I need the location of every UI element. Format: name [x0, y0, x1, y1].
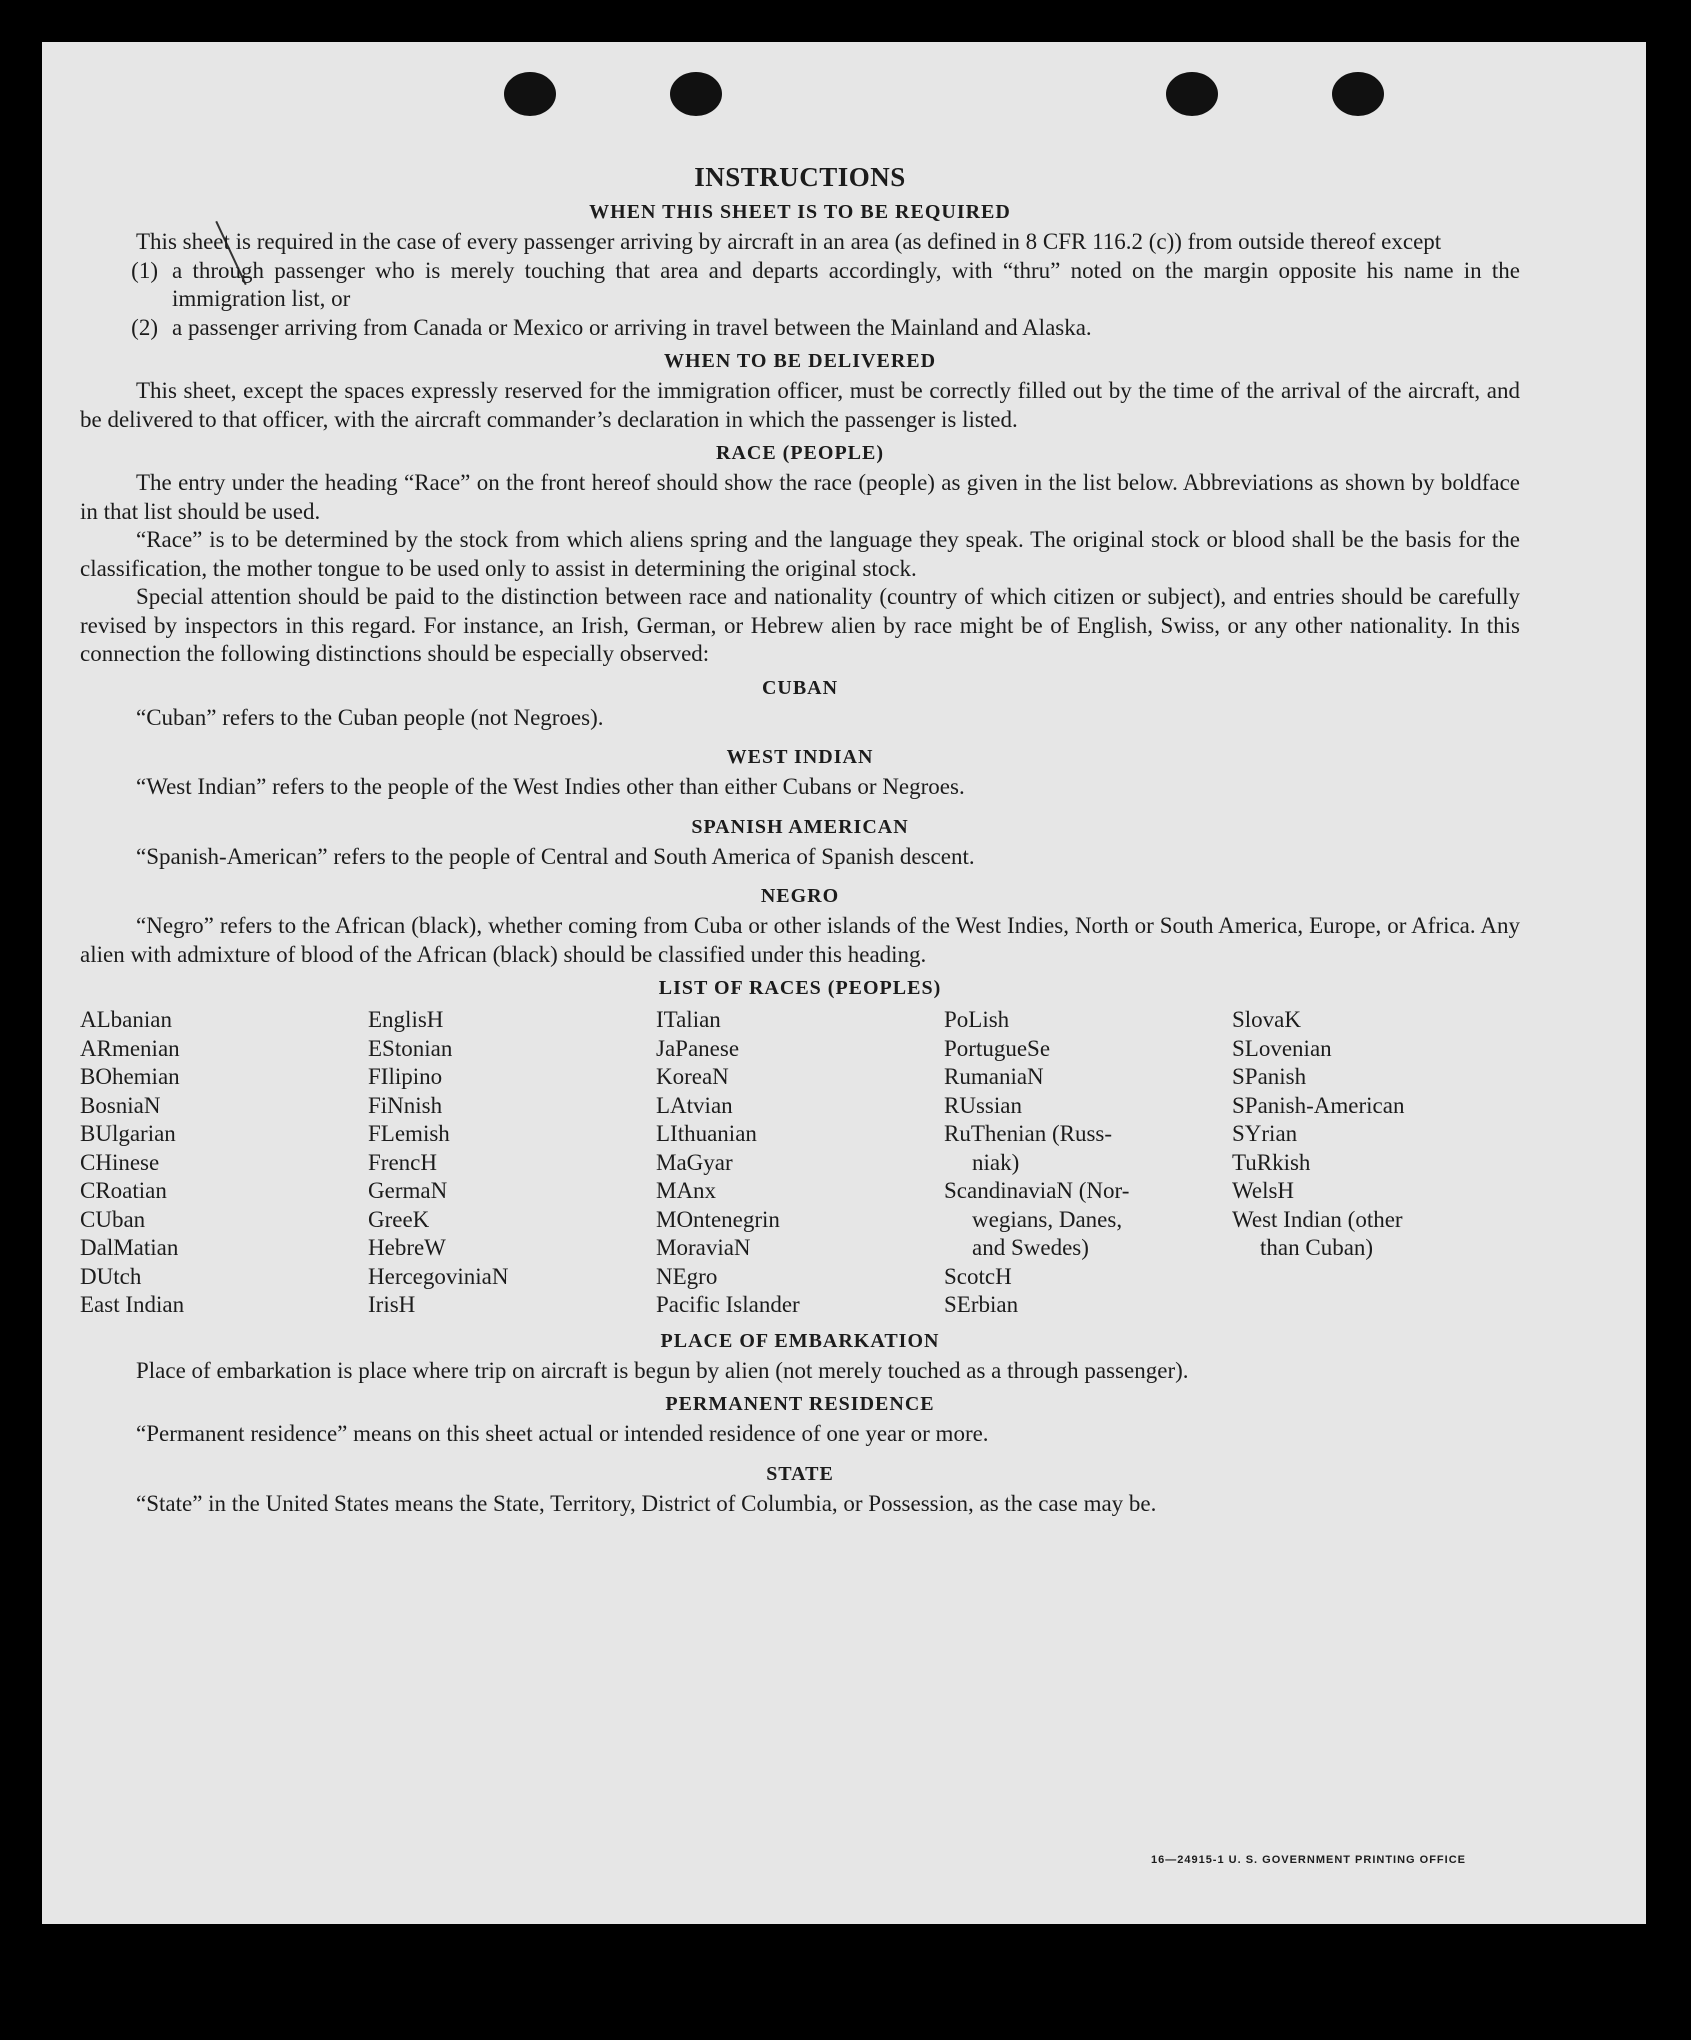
race-item: LAtvian — [656, 1092, 733, 1118]
paragraph: Place of embarkation is place where trip on aircraft is begun by alien (not merely touched as a through passenger). — [136, 1357, 1189, 1383]
race-item: SYrian — [1232, 1121, 1298, 1146]
race-item: PoLish — [944, 1007, 1010, 1032]
race-item: EStonian — [368, 1035, 453, 1061]
race-item: MoraviaN — [656, 1235, 751, 1260]
paragraph: “Negro” refers to the African (black), whether coming from Cuba or other islands of the West Indies, North or South America, Europe, or Africa. Any alien with admixture of blood of the African (black) should be classified under this heading. — [80, 913, 1520, 967]
race-item: ARmenian — [80, 1035, 180, 1061]
punch-hole — [1332, 72, 1384, 116]
race-column — [656, 1006, 944, 1320]
item-text: a through passenger who is merely touching that area and departs accordingly, with “thru” noted on the margin opposite his name in the immigration list, or — [172, 257, 1520, 311]
section-heading: PERMANENT RESIDENCE — [665, 1393, 935, 1415]
document-sheet — [42, 42, 1646, 1924]
paragraph: Special attention should be paid to the distinction between race and nationality (country of which citizen or subject), and entries should be carefully revised by inspectors in this regard. For instance, an Irish, German, or Hebrew alien by race might be of English, Swiss, or any other nationality. In this connection the following distinctions should be especially observed: — [80, 584, 1520, 666]
section-heading: WEST INDIAN — [726, 746, 874, 768]
race-item: RuThenian (Russ- — [944, 1121, 1113, 1146]
list-item — [80, 257, 1520, 314]
race-item: MAnx — [656, 1178, 717, 1203]
race-item: LIthuanian — [656, 1121, 757, 1146]
race-item: FiNnish — [368, 1092, 443, 1118]
race-column — [368, 1006, 656, 1320]
page-title: INSTRUCTIONS — [694, 162, 906, 192]
paragraph: “Cuban” refers to the Cuban people (not Negroes). — [136, 704, 604, 730]
race-item: FIlipino — [368, 1064, 443, 1089]
race-column — [1232, 1006, 1520, 1320]
paragraph: “Spanish-American” refers to the people of Central and South America of Spanish descent. — [136, 843, 975, 869]
race-item: West Indian (other — [1232, 1206, 1403, 1232]
section-heading: CUBAN — [761, 676, 839, 699]
race-item: DUtch — [80, 1263, 142, 1289]
race-item: CUban — [80, 1206, 146, 1232]
race-item: BosniaN — [80, 1092, 161, 1118]
race-item: TuRkish — [1232, 1149, 1311, 1175]
paragraph: “Race” is to be determined by the stock from which aliens spring and the language they speak. The original stock or blood shall be the basis for the classification, the mother tongue to be used only to assist in determining the original stock. — [80, 527, 1520, 581]
race-item: and Swedes) — [972, 1235, 1089, 1260]
item-number: (2) — [131, 314, 158, 340]
punch-hole — [1166, 72, 1218, 116]
section-heading: SPANISH AMERICAN — [691, 815, 909, 838]
race-item: wegians, Danes, — [972, 1206, 1123, 1232]
item-text: a passenger arriving from Canada or Mexico or arriving in travel between the Mainland and Alaska. — [172, 314, 1092, 340]
race-item: SErbian — [944, 1292, 1019, 1317]
paragraph: “West Indian” refers to the people of the West Indies other than either Cubans or Negroes. — [136, 774, 965, 799]
race-item: HebreW — [368, 1235, 446, 1260]
paragraph: “State” in the United States means the State, Territory, District of Columbia, or Possession, as the case may be. — [136, 1490, 1157, 1516]
race-item: HercegoviniaN — [368, 1263, 509, 1289]
race-item: Pacific Islander — [656, 1292, 800, 1317]
item-number: (1) — [131, 257, 158, 283]
race-item: ITalian — [656, 1007, 721, 1032]
race-item: FLemish — [368, 1121, 450, 1146]
paragraph: “Permanent residence” means on this sheet actual or intended residence of one year or more. — [136, 1421, 989, 1446]
race-item: FrencH — [368, 1149, 437, 1175]
paragraph: The entry under the heading “Race” on the front hereof should show the race (people) as given in the list below. Abbreviations as shown by boldface in that list should be used. — [80, 470, 1520, 524]
section-heading: PLACE OF EMBARKATION — [660, 1329, 940, 1352]
race-item: GermaN — [368, 1178, 448, 1203]
race-item: RUssian — [944, 1092, 1022, 1118]
race-item: PortugueSe — [944, 1035, 1051, 1061]
printer-imprint: 16—24915-1 U. S. GOVERNMENT PRINTING OFFICE — [1150, 1854, 1466, 1866]
race-item: SlovaK — [1232, 1007, 1301, 1032]
race-item: than Cuban) — [1260, 1235, 1374, 1260]
race-item: EnglisH — [368, 1007, 444, 1032]
punch-hole — [504, 72, 556, 116]
race-column — [80, 1006, 368, 1320]
section-heading: RACE (PEOPLE) — [716, 442, 884, 464]
race-item: GreeK — [368, 1206, 430, 1232]
race-item: CHinese — [80, 1149, 160, 1175]
race-item: BOhemian — [80, 1064, 180, 1089]
race-item: BUlgarian — [80, 1121, 176, 1146]
race-item: East Indian — [80, 1292, 185, 1317]
race-item: SLovenian — [1232, 1035, 1332, 1061]
race-item: SPanish — [1232, 1064, 1307, 1089]
race-item: NEgro — [656, 1263, 718, 1289]
race-item: ScandinaviaN (Nor- — [944, 1178, 1130, 1203]
race-item: CRoatian — [80, 1178, 167, 1203]
race-list — [80, 1006, 1520, 1320]
paragraph: This sheet is required in the case of every passenger arriving by aircraft in an area (as defined in 8 CFR 116.2 (c)) from outside thereof except — [136, 229, 1442, 254]
section-heading: STATE — [766, 1462, 834, 1485]
race-item: DalMatian — [80, 1235, 179, 1260]
section-heading: LIST OF RACES (PEOPLES) — [658, 977, 942, 999]
section-heading: WHEN TO BE DELIVERED — [663, 350, 937, 372]
section-heading: WHEN THIS SHEET IS TO BE REQUIRED — [589, 201, 1011, 223]
race-item: ScotcH — [944, 1263, 1012, 1289]
race-item: IrisH — [368, 1292, 416, 1317]
race-item: JaPanese — [656, 1035, 740, 1061]
section-heading: NEGRO — [760, 885, 840, 907]
race-item: SPanish-American — [1232, 1092, 1405, 1118]
race-item: MOntenegrin — [656, 1206, 780, 1232]
instructions-body — [80, 162, 1520, 1518]
race-item: MaGyar — [656, 1149, 733, 1175]
race-item: ALbanian — [80, 1007, 172, 1032]
punch-hole — [670, 72, 722, 116]
race-item: KoreaN — [656, 1064, 729, 1089]
race-item: RumaniaN — [944, 1064, 1044, 1089]
race-item: WelsH — [1232, 1178, 1295, 1203]
list-item — [80, 314, 1520, 343]
race-item: niak) — [972, 1149, 1020, 1175]
race-column — [944, 1006, 1232, 1320]
paragraph: This sheet, except the spaces expressly reserved for the immigration officer, must be correctly filled out by the time of the arrival of the aircraft, and be delivered to that officer, with the aircraft commander’s declaration in which the passenger is listed. — [80, 378, 1520, 432]
